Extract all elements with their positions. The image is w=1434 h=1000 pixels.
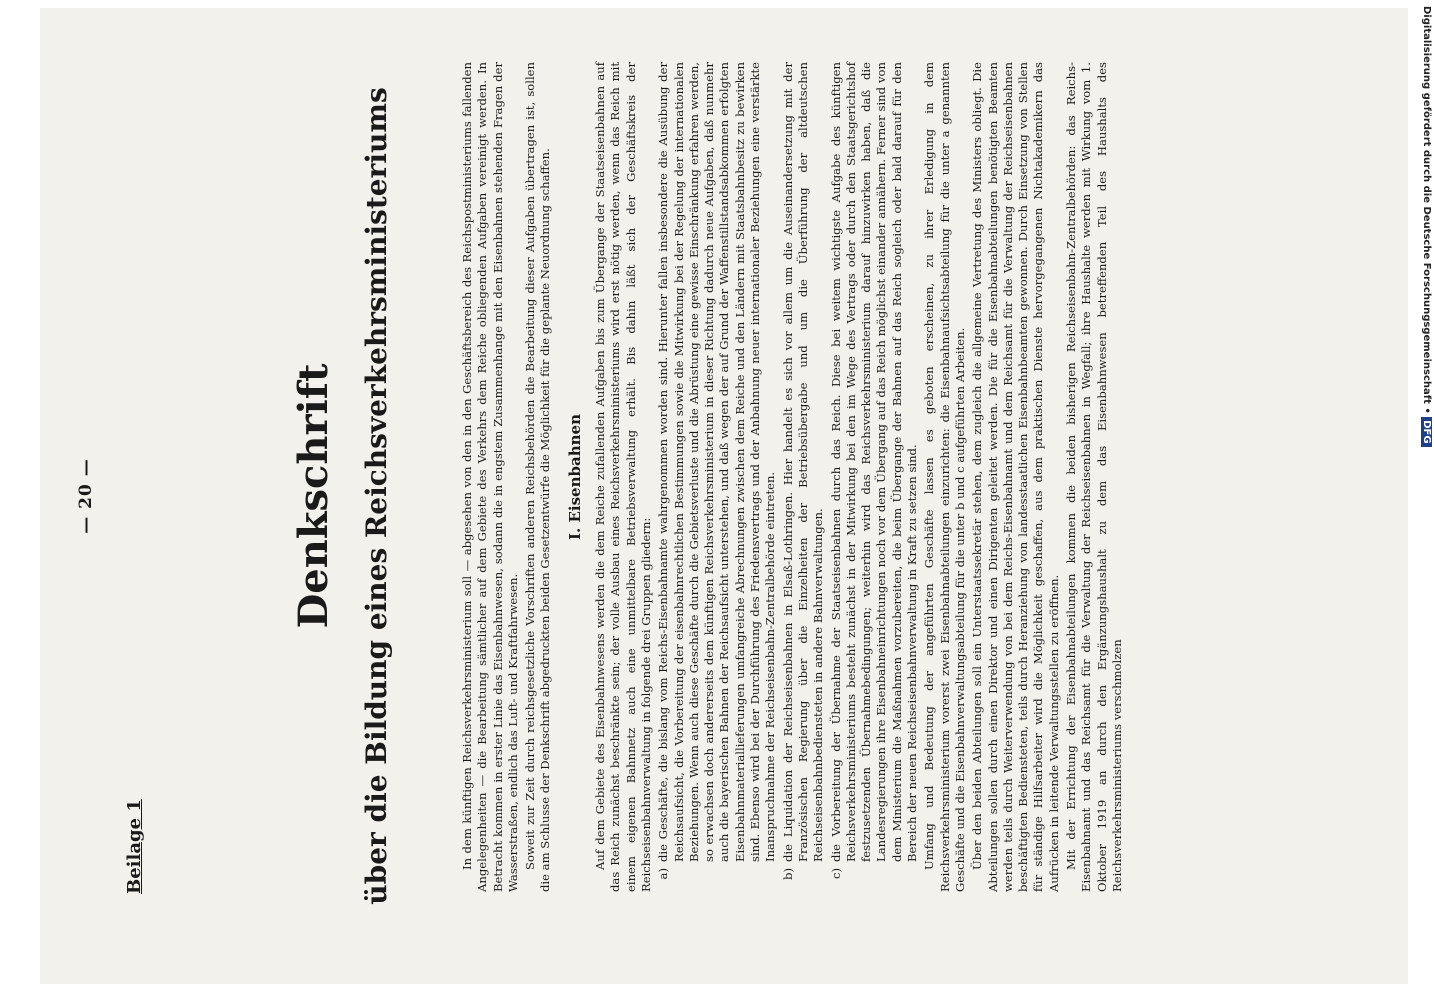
section-intro: Auf dem Gebiete des Eisenbahnwesens werden die dem Reiche zufallenden Aufgaben bis zum Übergange der Staatseisenbahnen auf das Reich zunächst beschränkte sein; der volle Ausbau eines Reichsverkehrsministeriums wird erst nötig werden, wenn das Reich mit einem eigenen Bahnnetz auch eine unmittelbare Betriebsverwaltung erhält. Bis dahin läßt sich der Geschäftskreis der Reichseisenbahnverwaltung in folgende drei Gruppen gliedern: xyxy=(593,62,653,892)
dfg-watermark-text: Digitalisierung gefördert durch die Deutsche Forschungsgemeinschaft • xyxy=(1421,6,1432,414)
scanned-page xyxy=(40,8,1408,984)
list-item-text: die Vorbereitung der Übernahme der Staatseisenbahnen durch das Reich. Diese bei weitem wichtigste Aufgabe des künftigen Reichsverkehrsministeriums besteht zunächst in der Mitwirkung bei den im Wege des Vertrags oder durch den Staatsgerichtshof festzusetzenden Übernahmebedingungen; weiterhin wird das Reichsverkehrsministerium darauf hinzuwirken haben, daß die Landesregierungen ihre Eisenbahneinrichtungen noch vor dem Übergang auf das Reich möglichst einander annähern. Ferner sind von dem Ministerium die Maßnahmen vorzubereiten, die beim Übergange der Bahnen auf das Reich sogleich oder bald darauf für den Bereich der neuen Reichseisenbahnverwaltung in Kraft zu setzen sind. xyxy=(828,62,920,862)
list-item xyxy=(829,62,921,892)
list-item-text: die Geschäfte, die bislang vom Reichs-Eisenbahnamte wahrgenommen worden sind. Hierunter fallen insbesondere die Ausübung der Reichsaufsicht, die Vorbereitung der eisenbahnrechtlichen Bestimmungen sowie die Mitwirkung bei der Regelung der internationalen Beziehungen. Wenn auch diese Geschäfte durch die Gebietsverluste und die Abrüstung eine gewisse Einschränkung erfahren werden, so erwachsen doch andererseits dem künftigen Reichsverkehrsministerium in dieser Richtung dadurch neue Aufgaben, daß nunmehr auch die bayerischen Bahnen der Reichsaufsicht unterstehen, und daß wegen der auf Grund der Waffenstillstandsabkommen erfolgten Eisenbahnmateriallieferungen umfangreiche Abrechnungen zwischen dem Reiche und den Ländern mit Staatsbahnbesitz zu bewirken sind. Ebenso wird bei der Durchführung des Friedensvertrags und der Anbahnung neuer internationaler Beziehungen eine verstärkte Inanspruchnahme der Reichseisenbahn-Zentralbehörde eintreten. xyxy=(656,62,778,862)
document-subtitle: über die Bildung eines Reichsverkehrsministeriums xyxy=(360,87,393,905)
closing-paragraph: Umfang und Bedeutung der angeführten Geschäfte lassen es geboten erscheinen, zu ihrer Erledigung in dem Reichsverkehrsministerium vorerst zwei Eisenbahnabteilungen einzurichten: die Eisenbahnaufsichtsabteilung für die unter a genannten Geschäfte und die Eisenbahnverwaltungsabteilung für die unter b und c aufgeführten Arbeiten. xyxy=(922,62,967,892)
rotated-page xyxy=(40,8,1408,984)
document-title: Denkschrift xyxy=(290,363,337,629)
page-number: — 20 — xyxy=(76,458,96,534)
appendix-label: Beilage 1 xyxy=(124,799,145,894)
dfg-watermark-strip xyxy=(1410,0,1432,1000)
dfg-logo: DFG xyxy=(1421,417,1432,446)
list-item-label: b) xyxy=(780,868,795,880)
document-body xyxy=(460,62,1127,892)
section-heading: I. Eisenbahnen xyxy=(565,414,584,540)
list-item-label: c) xyxy=(828,868,843,880)
dfg-watermark xyxy=(1421,6,1432,444)
closing-paragraph: Mit der Errichtung der Eisenbahnabteilungen kommen die beiden bisherigen Reichseisenbahn-Zentralbehörden: das Reichs-Eisenbahnamt und das Reichsamt für die Verwaltung der Reichseisenbahnen in Wegfall; ihre Haushalte werden mit Wirkung vom 1. Oktober 1919 an durch den Ergänzungshaushalt zu dem das Eisenbahnwesen betreffenden Teil des Haushalts des Reichsverkehrsministeriums verschmolzen xyxy=(1063,62,1124,892)
closing-paragraph: Über den beiden Abteilungen soll ein Unterstaatssekretär stehen, dem zugleich die allgemeine Vertretung des Ministers obliegt. Die Abteilungen sollen durch einen Direktor und einen Dirigenten geleitet werden. Die für die Eisenbahnabteilungen benötigten Beamten werden teils durch Weiterverwendung von bei dem Reichs-Eisenbahnamt und dem Reichsamt für die Verwaltung der Reichseisenbahnen beschäftigten Bediensteten, teils durch Heranziehung von landesstaatlichen Eisenbahnbeamten gewonnen. Durch Einsetzung von Stellen für ständige Hilfsarbeiter wird die Möglichkeit geschaffen, aus dem praktischen Dienste hervorgegangenen Nichtakademikern das Aufrücken in leitende Verwaltungsstellen zu eröffnen. xyxy=(970,62,1061,892)
intro-paragraph: Soweit zur Zeit durch reichsgesetzliche Vorschriften anderen Reichsbehörden die Bearbeitung dieser Aufgaben übertragen ist, sollen die am Schlusse der Denkschrift abgedruckten beiden Gesetzentwürfe die Möglichkeit für die geplante Neuordnung schaffen. xyxy=(523,62,553,892)
page-content xyxy=(40,8,1408,984)
list-item xyxy=(781,62,827,892)
intro-paragraph: In dem künftigen Reichsverkehrsministerium soll — abgesehen von den in den Geschäftsbereich des Reichspostministeriums fallenden Angelegenheiten — die Bearbeitung sämtlicher auf dem Gebiete des Verkehrs dem Reiche obliegenden Aufgaben vereinigt werden. In Betracht kommen in erster Linie das Eisenbahnwesen, sodann die in engstem Zusammenhange mit den Eisenbahnen stehenden Fragen der Wasserstraßen, endlich das Luft- und Kraftfahrwesen. xyxy=(460,62,520,892)
list-item-text: die Liquidation der Reichseisenbahnen in Elsaß-Lothringen. Hier handelt es sich vor allem um die Auseinandersetzung mit der Französischen Regierung über die Einzelheiten der Betriebsübergabe und um die Überführung der altdeutschen Reichseisenbahnbediensteten in andere Bahnverwaltungen. xyxy=(780,62,826,862)
list-item-label: a) xyxy=(656,868,671,880)
list-item xyxy=(656,62,778,892)
